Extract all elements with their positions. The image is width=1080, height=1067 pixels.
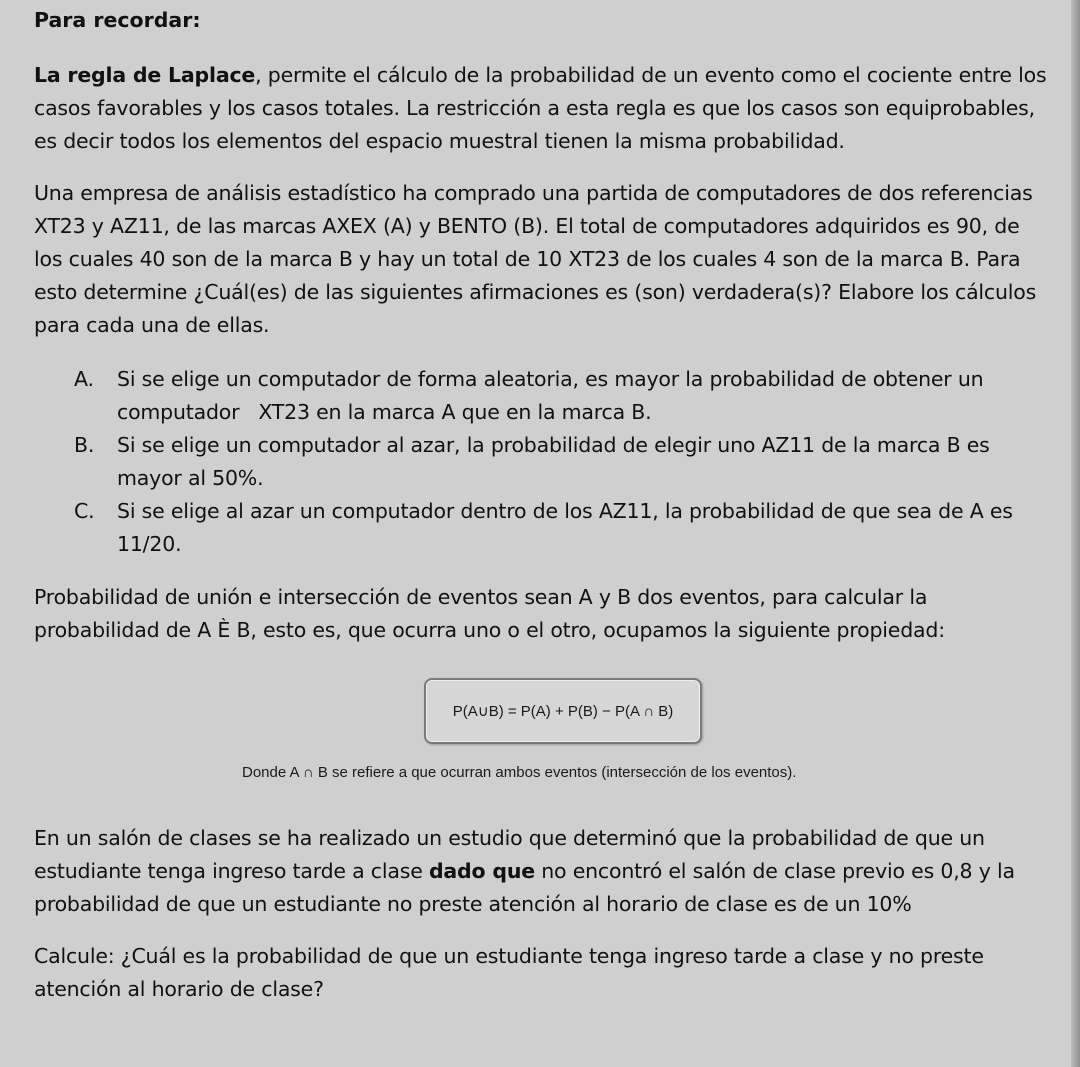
formula-text: P(A∪B) = P(A) + P(B) − P(A ∩ B) [452, 703, 674, 720]
formula-note: Donde A ∩ B se refiere a que ocurran ambos eventos (intersección de los eventos). [242, 764, 797, 781]
section-heading: Para recordar: [34, 8, 201, 32]
classroom-paragraph [34, 822, 1054, 921]
classroom-bold: dado que [428, 859, 535, 883]
option-b [74, 429, 1024, 495]
classroom-text-before: En un salón de clases se ha realizado un estudio que determinó que la probabilidad de que un estudiante tenga ingreso tarde a clase [34, 826, 985, 883]
laplace-text: , permite el cálculo de la probabilidad de un evento como el cociente entre los casos favorables y los casos totales. La restricción a esta regla es que los casos son equiprobables, es decir todos los elementos del espacio muestral tienen la misma probabilidad. [34, 63, 1047, 153]
option-letter: A. [74, 367, 94, 391]
laplace-bold-term: La regla de Laplace [34, 63, 256, 87]
union-paragraph: Probabilidad de unión e intersección de eventos sean A y B dos eventos, para calcular la probabilidad de A È B, esto es, que ocurra uno o el otro, ocupamos la siguiente propiedad: [34, 585, 945, 642]
option-text: Si se elige un computador de forma aleatoria, es mayor la probabilidad de obtener un computador XT23 en la marca A que en la marca B. [117, 367, 990, 424]
option-letter: B. [74, 433, 95, 457]
option-letter: C. [74, 499, 95, 523]
question-paragraph: Calcule: ¿Cuál es la probabilidad de que un estudiante tenga ingreso tarde a clase y no preste atención al horario de clase? [34, 944, 984, 1001]
classroom-text-after: no encontró el salón de clase previo es 0,8 y la probabilidad de que un estudiante no preste atención al horario de clase es de un 10% [34, 859, 1015, 916]
option-a [74, 363, 1024, 429]
laplace-paragraph [34, 59, 1054, 158]
option-text: Si se elige al azar un computador dentro de los AZ11, la probabilidad de que sea de A es 11/20. [117, 499, 1013, 556]
option-c [74, 495, 1024, 561]
page-edge [1071, 0, 1080, 1067]
formula-box [424, 678, 702, 744]
option-text: Si se elige un computador al azar, la probabilidad de elegir uno AZ11 de la marca B es mayor al 50%. [117, 433, 990, 490]
problem-paragraph: Una empresa de análisis estadístico ha comprado una partida de computadores de dos referencias XT23 y AZ11, de las marcas AXEX (A) y BENTO (B). El total de computadores adquiridos es 90, de los cuales 40 son de la marca B y hay un total de 10 XT23 de los cuales 4 son de la marca B. Para esto determine ¿Cuál(es) de las siguientes afirmaciones es (son) verdadera(s)? Elabore los cálculos para cada una de ellas. [34, 181, 1037, 337]
